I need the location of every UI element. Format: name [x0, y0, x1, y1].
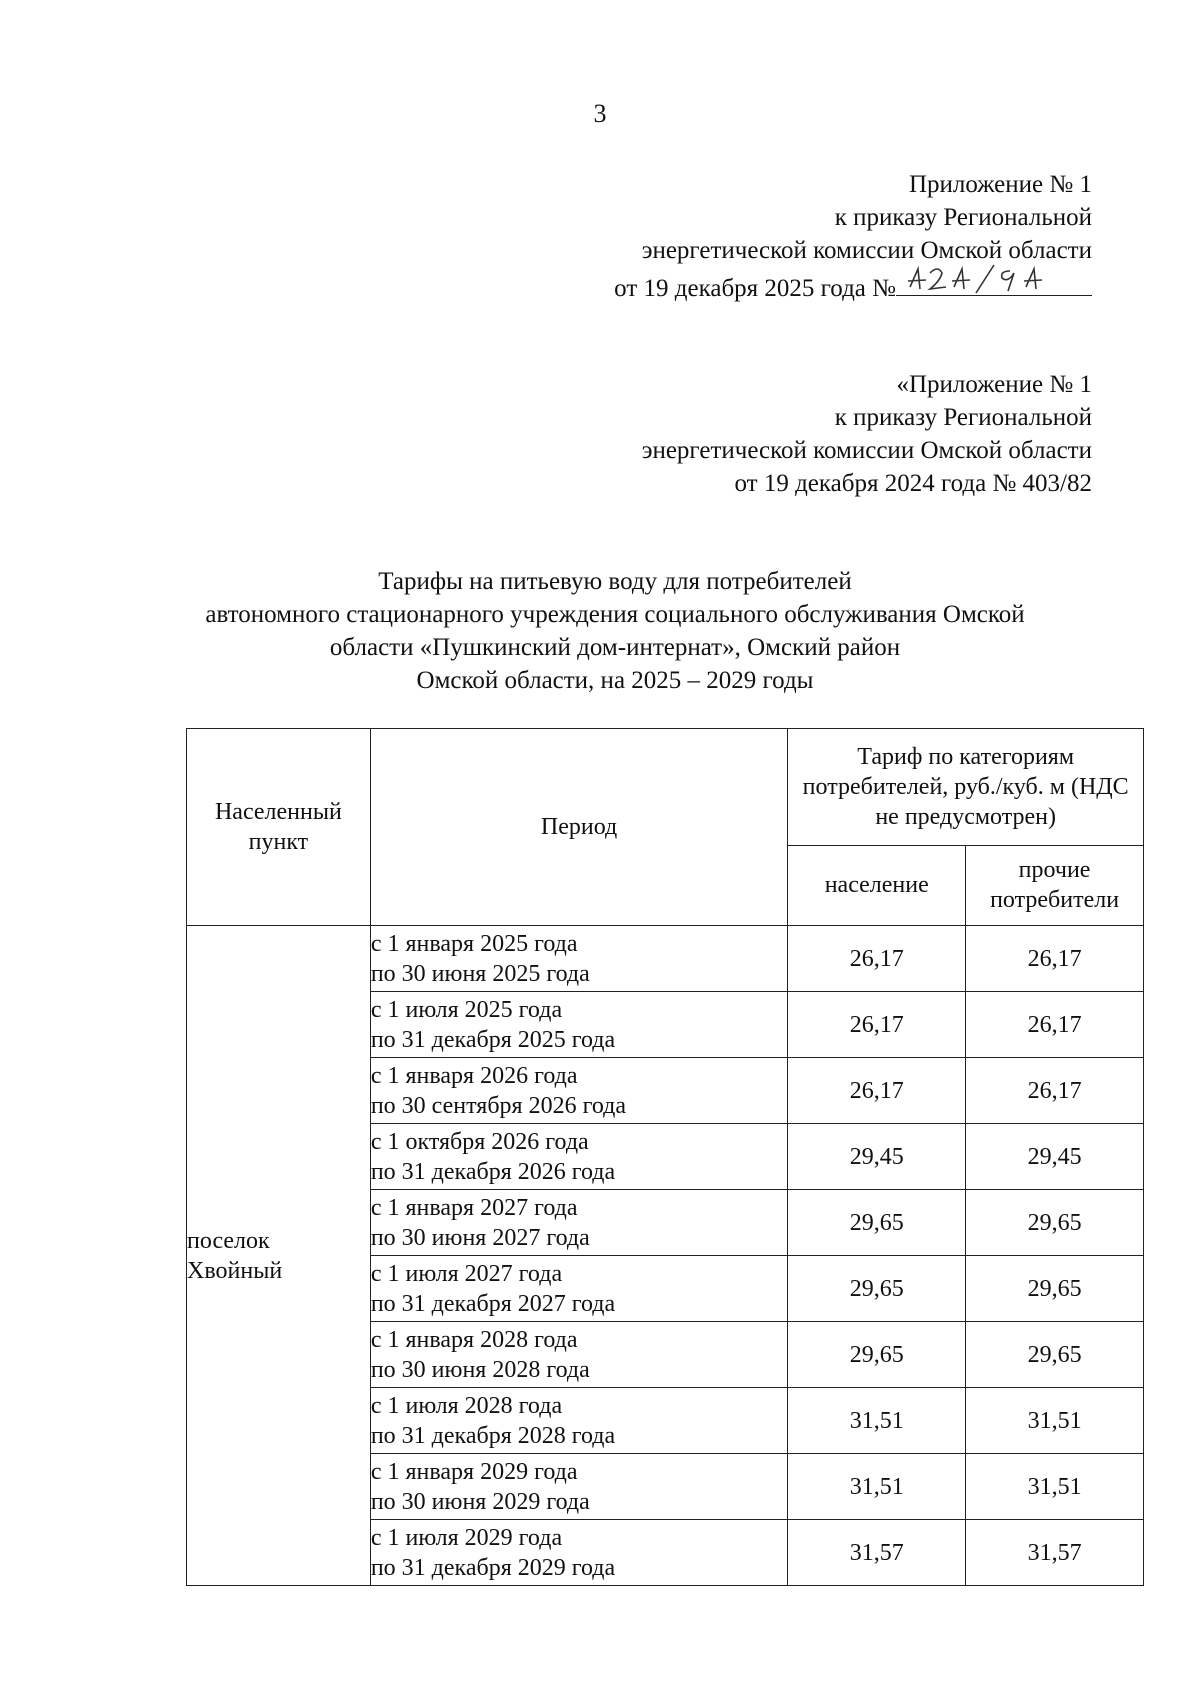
- tariff-others-cell: 26,17: [966, 992, 1144, 1058]
- title-line: Омской области, на 2025 – 2029 годы: [416, 667, 814, 694]
- tariff-others-cell: 29,45: [966, 1124, 1144, 1190]
- period-from: с 1 июля 2025 года: [370, 996, 563, 1023]
- header-period: Период: [370, 729, 788, 926]
- period-to: по 31 декабря 2025 года: [370, 1026, 616, 1053]
- header-place: Населенный пункт: [187, 729, 371, 926]
- period-from: с 1 января 2026 года: [370, 1062, 578, 1089]
- tariff-population-cell: 31,51: [788, 1388, 966, 1454]
- header-others-line2: потребители: [990, 887, 1120, 914]
- appendix-line: энергетической комиссии Омской области: [641, 437, 1092, 464]
- period-cell: [370, 1520, 788, 1586]
- tariff-population-cell: 29,65: [788, 1190, 966, 1256]
- tariff-others-cell: 29,65: [966, 1190, 1144, 1256]
- tariff-population-cell: 26,17: [788, 1058, 966, 1124]
- tariff-others-cell: 29,65: [966, 1256, 1144, 1322]
- appendix-date-prefix: от 19 декабря 2025 года №: [614, 275, 896, 302]
- period-cell: [370, 1256, 788, 1322]
- tariff-others-cell: 29,65: [966, 1322, 1144, 1388]
- appendix-line: энергетической комиссии Омской области: [641, 237, 1092, 264]
- period-cell: [370, 1454, 788, 1520]
- period-cell: [370, 1322, 788, 1388]
- tariff-population-cell: 29,65: [788, 1322, 966, 1388]
- period-from: с 1 января 2028 года: [370, 1326, 578, 1353]
- period-cell: [370, 926, 788, 992]
- table-row: [187, 926, 1144, 992]
- period-from: с 1 января 2027 года: [370, 1194, 578, 1221]
- appendix-line: к приказу Региональной: [834, 204, 1092, 231]
- title-line: области «Пушкинский дом-интернат», Омский район: [329, 634, 901, 661]
- period-to: по 30 июня 2027 года: [370, 1224, 590, 1251]
- tariff-others-cell: 31,51: [966, 1388, 1144, 1454]
- period-from: с 1 октября 2026 года: [370, 1128, 589, 1155]
- document-title: [150, 565, 1080, 697]
- tariff-population-cell: 29,45: [788, 1124, 966, 1190]
- tariff-others-cell: 31,51: [966, 1454, 1144, 1520]
- settlement-line: поселок: [187, 1227, 270, 1254]
- header-others: [966, 845, 1144, 925]
- period-cell: [370, 1058, 788, 1124]
- period-to: по 30 июня 2028 года: [370, 1356, 590, 1383]
- appendix-header-new: [614, 168, 1092, 305]
- period-from: с 1 июля 2027 года: [370, 1260, 563, 1287]
- period-to: по 31 декабря 2029 года: [370, 1554, 616, 1581]
- header-tariff: Тариф по категориям потребителей, руб./куб. м (НДС не предусмотрен): [788, 729, 1144, 846]
- settlement-line: Хвойный: [187, 1257, 283, 1284]
- tariff-population-cell: 29,65: [788, 1256, 966, 1322]
- period-cell: [370, 992, 788, 1058]
- appendix-line: к приказу Региональной: [834, 404, 1092, 431]
- tariff-rows: [187, 926, 1144, 1586]
- tariff-population-cell: 26,17: [788, 992, 966, 1058]
- header-population: население: [788, 845, 966, 925]
- page-number: 3: [593, 99, 607, 128]
- tariff-population-cell: 31,57: [788, 1520, 966, 1586]
- period-to: по 30 июня 2025 года: [370, 960, 590, 987]
- period-cell: [370, 1124, 788, 1190]
- period-from: с 1 июля 2029 года: [370, 1524, 563, 1551]
- appendix-line: Приложение № 1: [908, 171, 1092, 198]
- period-to: по 31 декабря 2026 года: [370, 1158, 616, 1185]
- period-to: по 31 декабря 2028 года: [370, 1422, 616, 1449]
- handwritten-number-icon: [904, 263, 1054, 297]
- tariff-others-cell: 26,17: [966, 1058, 1144, 1124]
- period-from: с 1 июля 2028 года: [370, 1392, 563, 1419]
- appendix-date-line: [614, 267, 1092, 305]
- order-number-handwritten: [896, 267, 1092, 296]
- tariff-others-cell: 31,57: [966, 1520, 1144, 1586]
- period-to: по 30 июня 2029 года: [370, 1488, 590, 1515]
- appendix-header-old: [642, 368, 1092, 500]
- period-to: по 31 декабря 2027 года: [370, 1290, 616, 1317]
- period-from: с 1 января 2029 года: [370, 1458, 578, 1485]
- tariff-population-cell: 26,17: [788, 926, 966, 992]
- tariffs-table: [186, 728, 1144, 1586]
- period-cell: [370, 1388, 788, 1454]
- period-cell: [370, 1190, 788, 1256]
- appendix-line: от 19 декабря 2024 года № 403/82: [734, 470, 1092, 497]
- tariff-others-cell: 26,17: [966, 926, 1144, 992]
- title-line: автономного стационарного учреждения социального обслуживания Омской: [205, 601, 1025, 628]
- settlement-cell: [187, 926, 371, 1586]
- tariff-population-cell: 31,51: [788, 1454, 966, 1520]
- period-to: по 30 сентября 2026 года: [370, 1092, 626, 1119]
- title-line: Тарифы на питьевую воду для потребителей: [378, 568, 852, 595]
- header-others-line1: прочие: [1018, 857, 1091, 884]
- period-from: с 1 января 2025 года: [370, 930, 578, 957]
- appendix-line: «Приложение № 1: [896, 371, 1092, 398]
